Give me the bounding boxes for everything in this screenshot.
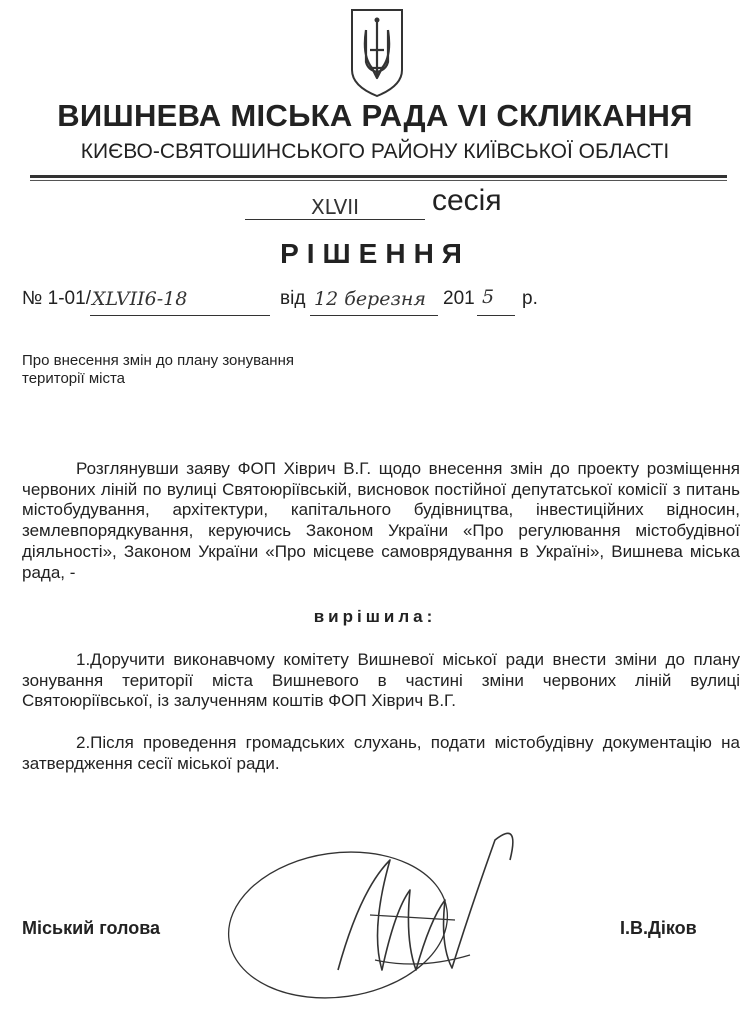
session-number: XLVII [310, 195, 360, 219]
reference-date: 12 березня [314, 288, 426, 310]
resolution-item: 2.Після проведення громадських слухань, подати містобудівну документацію на затвердження сесії міської ради. [22, 733, 740, 773]
header-divider-thin [30, 180, 727, 181]
reference-number: XLVII6-18 [92, 288, 188, 310]
session-label: сесія [432, 184, 502, 217]
council-subtitle: КИЄВО-СВЯТОШИНСЬКОГО РАЙОНУ КИЇВСЬКОЇ ОБЛАСТІ [80, 140, 670, 163]
year-underline [477, 315, 515, 316]
trident-coat-of-arms-icon [348, 6, 406, 98]
reference-number-underline [90, 315, 270, 316]
header-divider [30, 175, 727, 178]
signatory-title: Міський голова [22, 918, 161, 938]
subject-line: території міста [22, 370, 126, 387]
decision-subject [22, 352, 362, 388]
handwritten-signature [220, 820, 540, 1010]
resolved-heading: вирішила: [313, 607, 437, 626]
year-digit: 5 [482, 286, 495, 308]
decision-title: РІШЕННЯ [280, 238, 470, 269]
date-label: від [280, 288, 306, 309]
signatory-name: І.В.Діков [620, 918, 697, 938]
subject-line: Про внесення змін до плану зонування [22, 352, 294, 369]
reference-date-underline [310, 315, 438, 316]
resolution-item: 1.Доручити виконавчому комітету Вишневої міської ради внести зміни до плану зонування території міста Вишневого в частині зміни червоних ліній вулиці Святоюріївської, із залученням коштів ФОП Хіврич В.Г. [22, 650, 740, 711]
decision-reference [22, 288, 742, 318]
reference-prefix: № 1-01/ [22, 288, 91, 309]
preamble-paragraph: Розглянувши заяву ФОП Хіврич В.Г. щодо внесення змін до проекту розміщення червоних ліній по вулиці Святоюріївській, висновок постійної депутатської комісії з питань містобудування, архітектури, капітального будівництва, інвестиційних відносин, землевпорядкування, керуючись Законом України «Про регулювання містобудівної діяльності», Законом України «Про місцеве самоврядування в Україні», Вишнева міська рада, - [22, 459, 740, 582]
year-suffix: р. [522, 288, 538, 309]
session-underline [245, 219, 425, 220]
council-title: ВИШНЕВА МІСЬКА РАДА VI СКЛИКАННЯ [57, 98, 693, 133]
year-prefix: 201 [443, 288, 475, 309]
